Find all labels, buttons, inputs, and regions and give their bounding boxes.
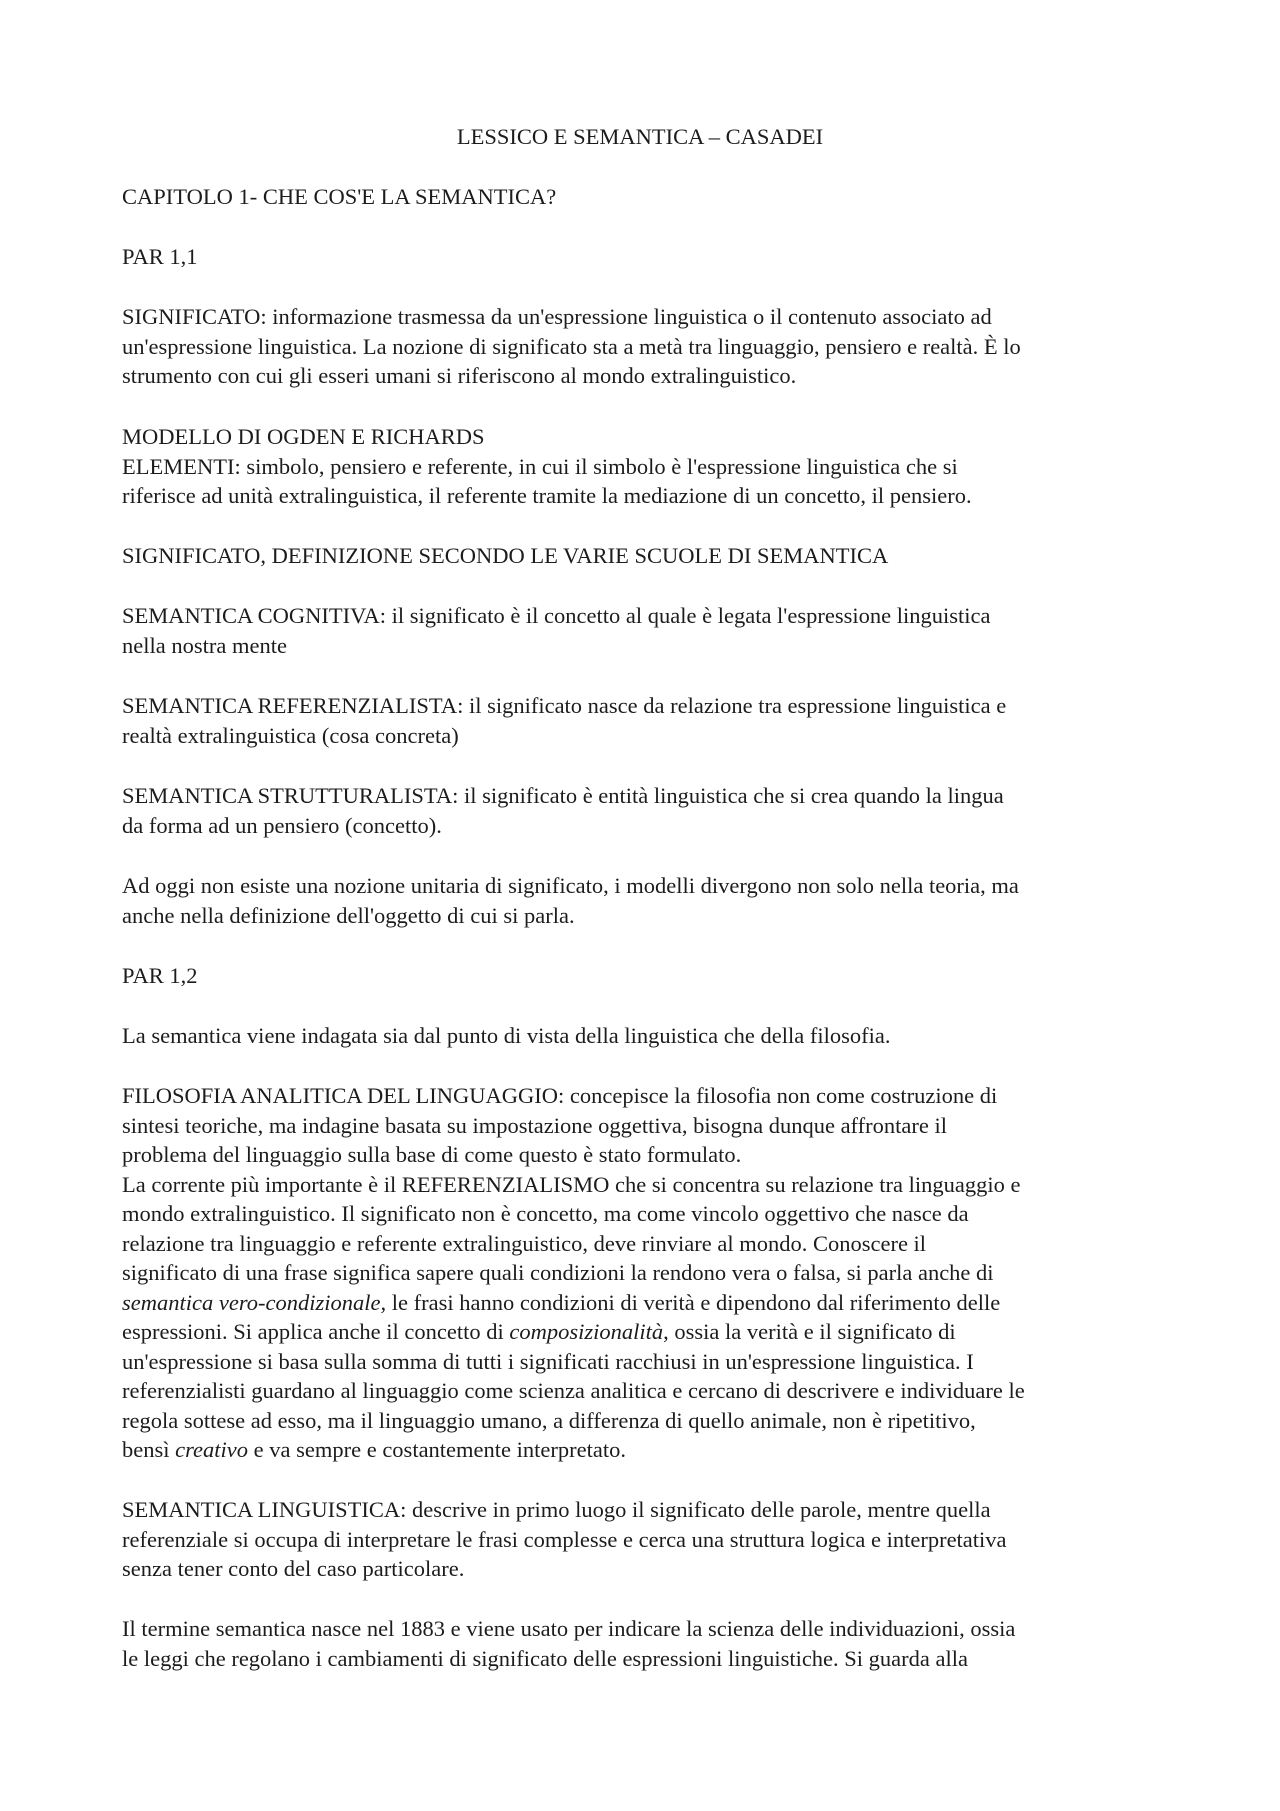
text-line: referenzialisti guardano al linguaggio come scienza analitica e cercano di descrivere e individuare le [122,1378,1025,1403]
text-line: un'espressione linguistica. La nozione di significato sta a metà tra linguaggio, pensiero e realtà. È lo [122,333,1021,359]
text-run: espressioni. Si applica anche il concetto di [122,1319,510,1344]
text-line: relazione tra linguaggio e referente extralinguistico, deve rinviare al mondo. Conoscere il [122,1230,927,1256]
italic-term: semantica vero-condizionale, [122,1289,387,1315]
document-title: LESSICO E SEMANTICA – CASADEI [456,124,824,149]
text-line: referenziale si occupa di interpretare le frasi complesse e cerca una struttura logica e interpretativa [122,1526,1007,1552]
text-line: SEMANTICA LINGUISTICA: descrive in primo luogo il significato delle parole, mentre quella [122,1497,991,1522]
text-line: La corrente più importante è il REFERENZIALISMO che si concentra su relazione tra linguaggio e [122,1171,1021,1197]
paragraph-semantica-referenzialista [122,691,1182,750]
text-run: le frasi hanno condizioni di verità e dipendono dal riferimento delle [386,1289,1001,1315]
text-run: e va sempre e costantemente interpretato. [248,1437,626,1462]
text-line: le leggi che regolano i cambiamenti di significato delle espressioni linguistiche. Si guarda alla [122,1645,969,1671]
text-line [122,1288,1182,1318]
section-heading-par-1-1: PAR 1,1 [122,244,198,269]
text-line: FILOSOFIA ANALITICA DEL LINGUAGGIO: concepisce la filosofia non come costruzione di [122,1083,998,1108]
text-line: SEMANTICA REFERENZIALISTA: il significato nasce da relazione tra espressione linguistica e [122,693,1007,718]
paragraph-indagata: La semantica viene indagata sia dal punto di vista della linguistica che della filosofia. [122,1023,891,1048]
text-line: sintesi teoriche, ma indagine basata su impostazione oggettiva, bisogna dunque affrontare il [122,1112,947,1138]
text-line: SEMANTICA COGNITIVA: il significato è il concetto al quale è legata l'espressione linguistica [122,603,991,628]
text-line [122,1435,1182,1465]
text-run: , ossia la verità e il significato di [663,1319,956,1344]
text-line: anche nella definizione dell'oggetto di cui si parla. [122,902,575,928]
italic-term: composizionalità [509,1319,664,1344]
paragraph-filosofia-analitica [122,1081,1182,1465]
text-line: MODELLO DI OGDEN E RICHARDS [122,424,485,449]
section-heading-par-1-2: PAR 1,2 [122,963,198,988]
text-line: Il termine semantica nasce nel 1883 e viene usato per indicare la scienza delle individuazioni, ossia [122,1616,1016,1641]
text-line: nella nostra mente [122,632,287,658]
text-line: problema del linguaggio sulla base di come questo è stato formulato. [122,1142,742,1167]
text-line: SEMANTICA STRUTTURALISTA: il significato è entità linguistica che si crea quando la lingua [122,783,1004,808]
paragraph-modello-ogden [122,422,1182,511]
text-line: strumento con cui gli esseri umani si riferiscono al mondo extralinguistico. [122,363,797,388]
text-line: mondo extralinguistico. Il significato non è concetto, ma come vincolo oggettivo che nasce da [122,1201,969,1226]
text-line: riferisce ad unità extralinguistica, il referente tramite la mediazione di un concetto, il pensiero. [122,483,972,508]
text-line [122,1317,1182,1347]
text-line: realtà extralinguistica (cosa concreta) [122,722,459,748]
text-run: bensì [122,1437,176,1462]
scuole-heading: SIGNIFICATO, DEFINIZIONE SECONDO LE VARIE SCUOLE DI SEMANTICA [122,543,889,568]
text-line: senza tener conto del caso particolare. [122,1556,465,1581]
paragraph-significato [122,302,1182,391]
paragraph-semantica-cognitiva [122,601,1182,660]
text-line: significato di una frase significa sapere quali condizioni la rendono vera o falsa, si parla anche di [122,1260,994,1285]
italic-term: creativo [175,1437,249,1462]
chapter-heading: CAPITOLO 1- CHE COS'E LA SEMANTICA? [122,184,557,209]
paragraph-termine-semantica [122,1614,1182,1673]
paragraph-semantica-strutturalista [122,781,1182,840]
text-line: un'espressione si basa sulla somma di tutti i significati racchiusi in un'espressione linguistica. I [122,1348,974,1374]
text-line: SIGNIFICATO: informazione trasmessa da un'espressione linguistica o il contenuto associato ad [122,304,992,329]
text-line: regola sottese ad esso, ma il linguaggio umano, a differenza di quello animale, non è ripetitivo, [122,1407,976,1433]
text-line: Ad oggi non esiste una nozione unitaria di significato, i modelli divergono non solo nella teoria, ma [122,873,1019,898]
paragraph-semantica-linguistica [122,1495,1182,1584]
text-line: ELEMENTI: simbolo, pensiero e referente, in cui il simbolo è l'espressione linguistica che si [122,453,958,479]
text-line: da forma ad un pensiero (concetto). [122,812,442,838]
paragraph-nozione-unitaria [122,871,1182,930]
